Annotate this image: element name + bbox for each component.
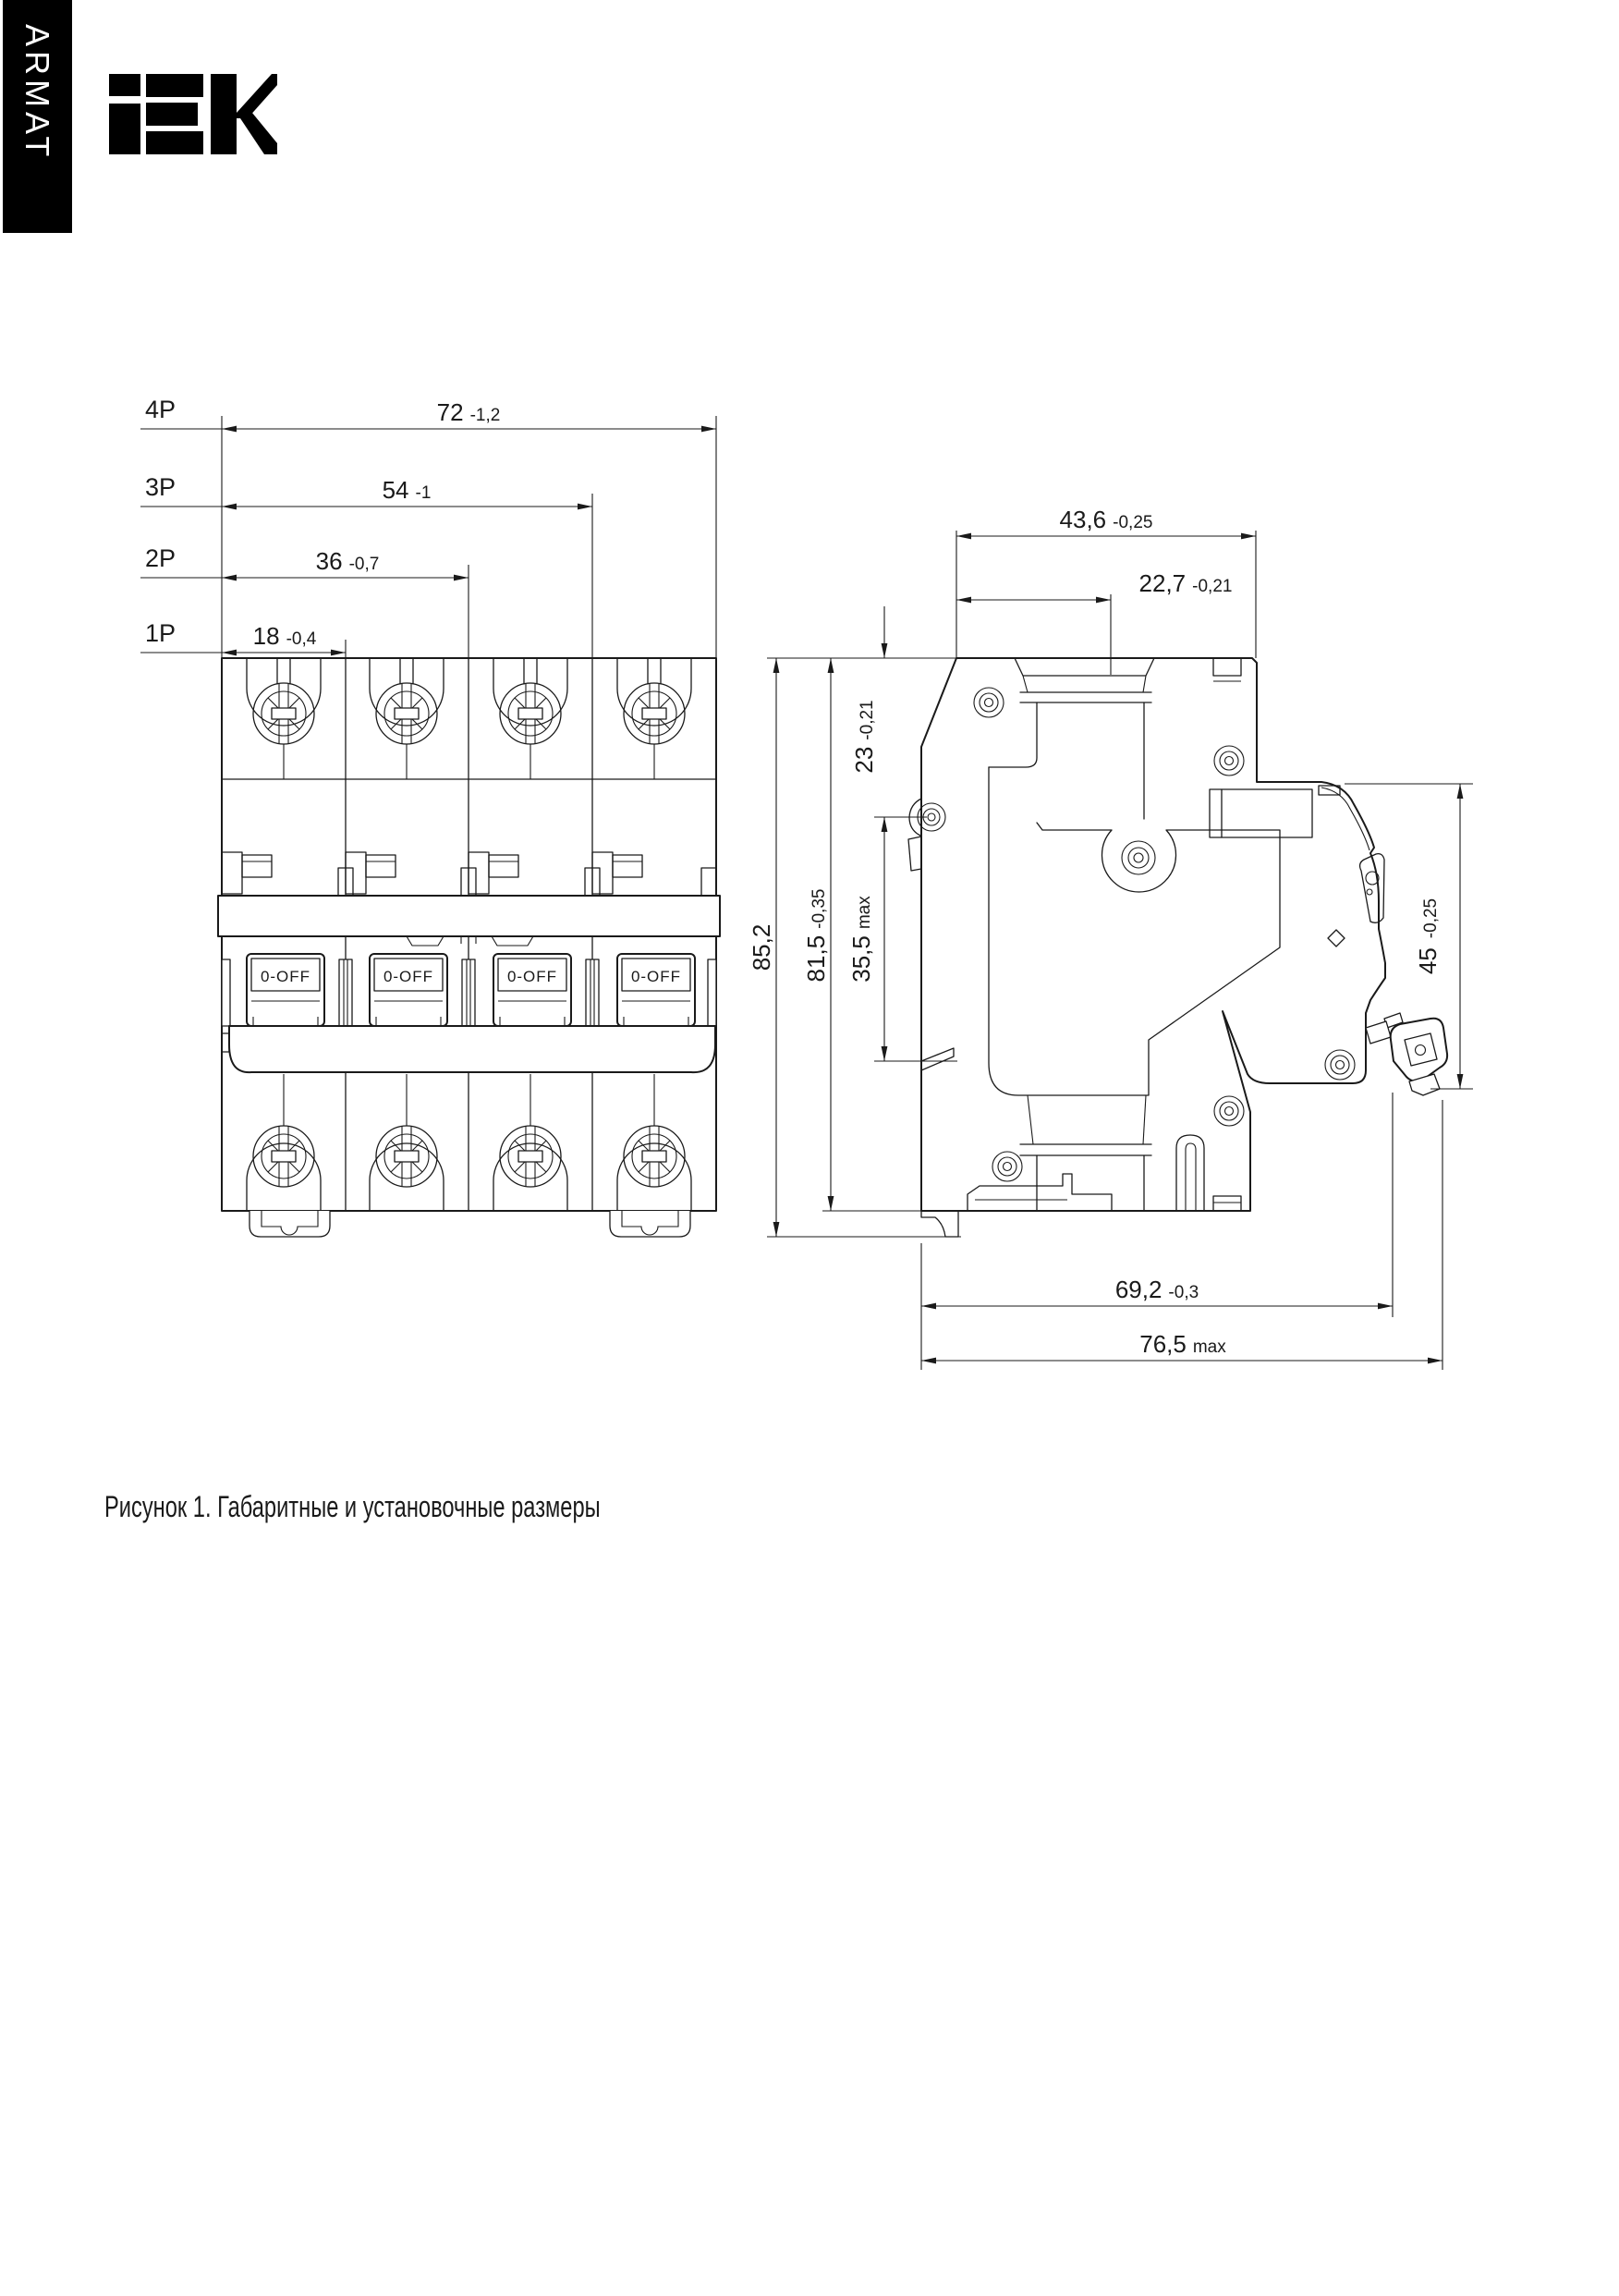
- switch-handle: [370, 954, 447, 1026]
- dimension-width-3p: [140, 473, 592, 507]
- din-rail-hook: [908, 799, 954, 1070]
- svg-text:22,7-0,21: 22,7 -0,21: [1138, 569, 1233, 597]
- side-dimensions: [748, 506, 1473, 1370]
- switch-label: 0-OFF: [383, 968, 434, 985]
- side-top-clip-box: [1213, 658, 1241, 681]
- pole-label-4p: 4P: [145, 396, 177, 423]
- front-clip-row: [222, 852, 716, 896]
- side-top-recess: [989, 658, 1154, 819]
- sidebar-brand-label: ARMAT: [18, 24, 56, 162]
- switch-handle: [493, 954, 571, 1026]
- dim-54: 54 -1: [382, 476, 432, 504]
- front-lower-band: [222, 1026, 715, 1072]
- side-bottom-shelf: [1020, 1095, 1151, 1211]
- svg-text:76,5max: 76,5 max: [1139, 1330, 1226, 1358]
- svg-text:81,5-0,35: 81,5-0,35: [802, 888, 830, 983]
- pole-label-1p: 1P: [145, 619, 177, 647]
- front-mounting-feet: [250, 1211, 690, 1237]
- dimension-width-4p: [140, 396, 716, 429]
- front-handles: [222, 954, 716, 1026]
- brand-sidebar: [3, 0, 72, 233]
- dim-36: 36 -0,7: [315, 547, 380, 575]
- svg-text:69,2-0,3: 69,2 -0,3: [1114, 1276, 1199, 1303]
- pole-label-2p: 2P: [145, 544, 177, 572]
- dimension-width-1p: [140, 619, 346, 653]
- diamond-detail: [1328, 930, 1345, 946]
- side-body-outline: [921, 658, 1385, 1211]
- switch-label: 0-OFF: [630, 968, 682, 985]
- figure-caption: [104, 1491, 601, 1523]
- latch-screw: [1366, 1013, 1447, 1095]
- switch-handle: [617, 954, 695, 1026]
- din-clip-slider: [968, 1174, 1112, 1211]
- pole-label-3p: 3P: [145, 473, 177, 501]
- dimension-width-2p: [140, 544, 469, 578]
- din-clip-spring-box: [1213, 1196, 1241, 1211]
- front-dimensions: [140, 396, 716, 658]
- svg-text:45-0,25: 45-0,25: [1414, 898, 1442, 975]
- dimension-depth-body: [921, 1093, 1393, 1370]
- svg-text:85,2: 85,2: [748, 923, 775, 971]
- svg-text:23-0,21: 23-0,21: [850, 700, 878, 774]
- switch-label: 0-OFF: [260, 968, 311, 985]
- dimension-height-body: [802, 658, 924, 1211]
- dimension-rail-zone: [847, 817, 957, 1061]
- switch-label: 0-OFF: [506, 968, 558, 985]
- din-clip-slot: [1176, 1135, 1204, 1211]
- side-foot: [921, 1211, 958, 1237]
- front-view: [140, 396, 720, 1237]
- iek-logo: [109, 41, 277, 154]
- dimension-depth-max: [921, 1100, 1442, 1370]
- svg-text:35,5max: 35,5max: [847, 896, 875, 983]
- side-view: [748, 506, 1473, 1370]
- switch-handle: [247, 954, 324, 1026]
- svg-text:Рисунок 1. Габаритные и устано: Рисунок 1. Габаритные и установочные размеры: [104, 1490, 601, 1523]
- dim-72: 72 -1,2: [436, 398, 501, 426]
- dim-18: 18 -0,4: [252, 622, 317, 650]
- dimension-rail-offset: [850, 606, 927, 817]
- svg-text:43,6-0,25: 43,6 -0,25: [1059, 506, 1153, 533]
- rivets: [974, 688, 1355, 1181]
